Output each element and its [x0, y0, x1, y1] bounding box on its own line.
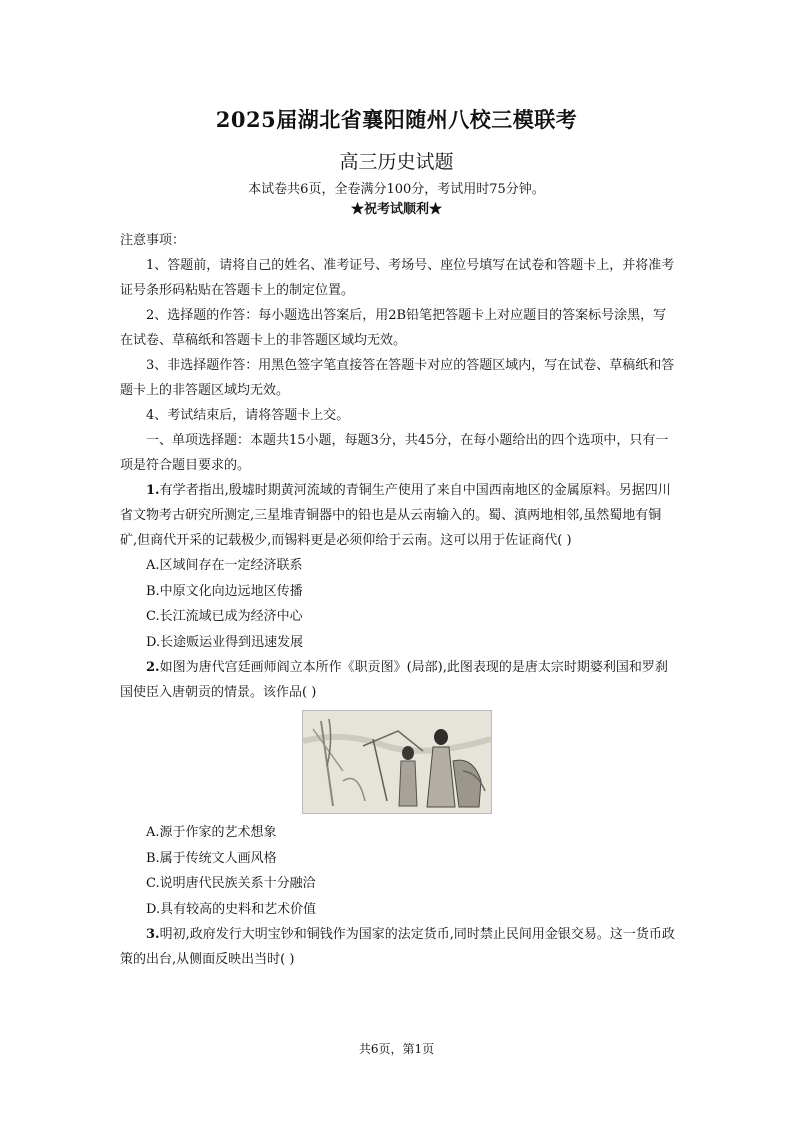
- question-number: 1.: [146, 483, 160, 498]
- option-a: A.源于作家的艺术想象: [146, 825, 277, 840]
- exam-meta: 本试卷共6页，全卷满分100分，考试用时75分钟。: [248, 182, 545, 197]
- exam-wish: ★祝考试顺利★: [350, 202, 442, 217]
- page-footer: 共6页，第1页: [358, 1042, 435, 1056]
- question-number: 3.: [146, 927, 160, 942]
- option-d: D.长途贩运业得到迅速发展: [146, 634, 304, 650]
- question-number: 2.: [146, 660, 160, 675]
- question-1: [120, 478, 676, 553]
- option-a: A.区域间存在一定经济联系: [146, 558, 303, 573]
- option-b: B.中原文化向边远地区传播: [146, 583, 303, 599]
- exam-body: [120, 228, 676, 972]
- exam-subtitle: 高三历史试题: [339, 151, 454, 173]
- question-3: [120, 922, 676, 972]
- note-item: 2、选择题的作答：每小题选出答案后，用2B铅笔把答题卡上对应题目的答案标号涂黑，写在试卷、草稿纸和答题卡上的非答题区域均无效。: [120, 308, 667, 348]
- question-2: [120, 655, 676, 705]
- question-stem: 明初,政府发行大明宝钞和铜钱作为国家的法定货币,同时禁止民间用金银交易。这一货币政策的出台,从侧面反映出当时( ): [120, 927, 675, 967]
- note-item: 1、答题前，请将自己的姓名、准考证号、考场号、座位号填写在试卷和答题卡上，并将准考证号条形码粘贴在答题卡上的制定位置。: [120, 258, 675, 298]
- notes-heading: 注意事项：: [120, 233, 186, 248]
- option-b: B.属于传统文人画风格: [146, 850, 277, 866]
- question-stem: 如图为唐代宫廷画师阎立本所作《职贡图》(局部),此图表现的是唐太宗时期婆利国和罗刹国使臣入唐朝贡的情景。该作品( ): [120, 660, 668, 700]
- section-heading: 一、单项选择题：本题共15小题，每题3分，共45分，在每小题给出的四个选项中，只有一项是符合题目要求的。: [120, 433, 669, 473]
- note-item: 3、非选择题作答：用黑色签字笔直接答在答题卡对应的答题区域内，写在试卷、草稿纸和答题卡上的非答题区域均无效。: [120, 358, 675, 398]
- option-c: C.说明唐代民族关系十分融洽: [146, 876, 316, 891]
- option-c: C.长江流域已成为经济中心: [146, 609, 303, 624]
- painting-image: [302, 710, 492, 814]
- question-stem: 有学者指出,殷墟时期黄河流域的青铜生产使用了来自中国西南地区的金属原料。另据四川省文物考古研究所测定,三星堆青铜器中的铅也是从云南输入的。蜀、滇两地相邻,虽然蜀地有铜矿,但商代开采的记载极少,而锡料更是必须仰给于云南。这可以用于佐证商代( ): [120, 483, 671, 548]
- option-d: D.具有较高的史料和艺术价值: [146, 901, 317, 917]
- exam-title: 2025届湖北省襄阳随州八校三模联考: [215, 107, 578, 132]
- note-item: 4、考试结束后，请将答题卡上交。: [146, 408, 350, 423]
